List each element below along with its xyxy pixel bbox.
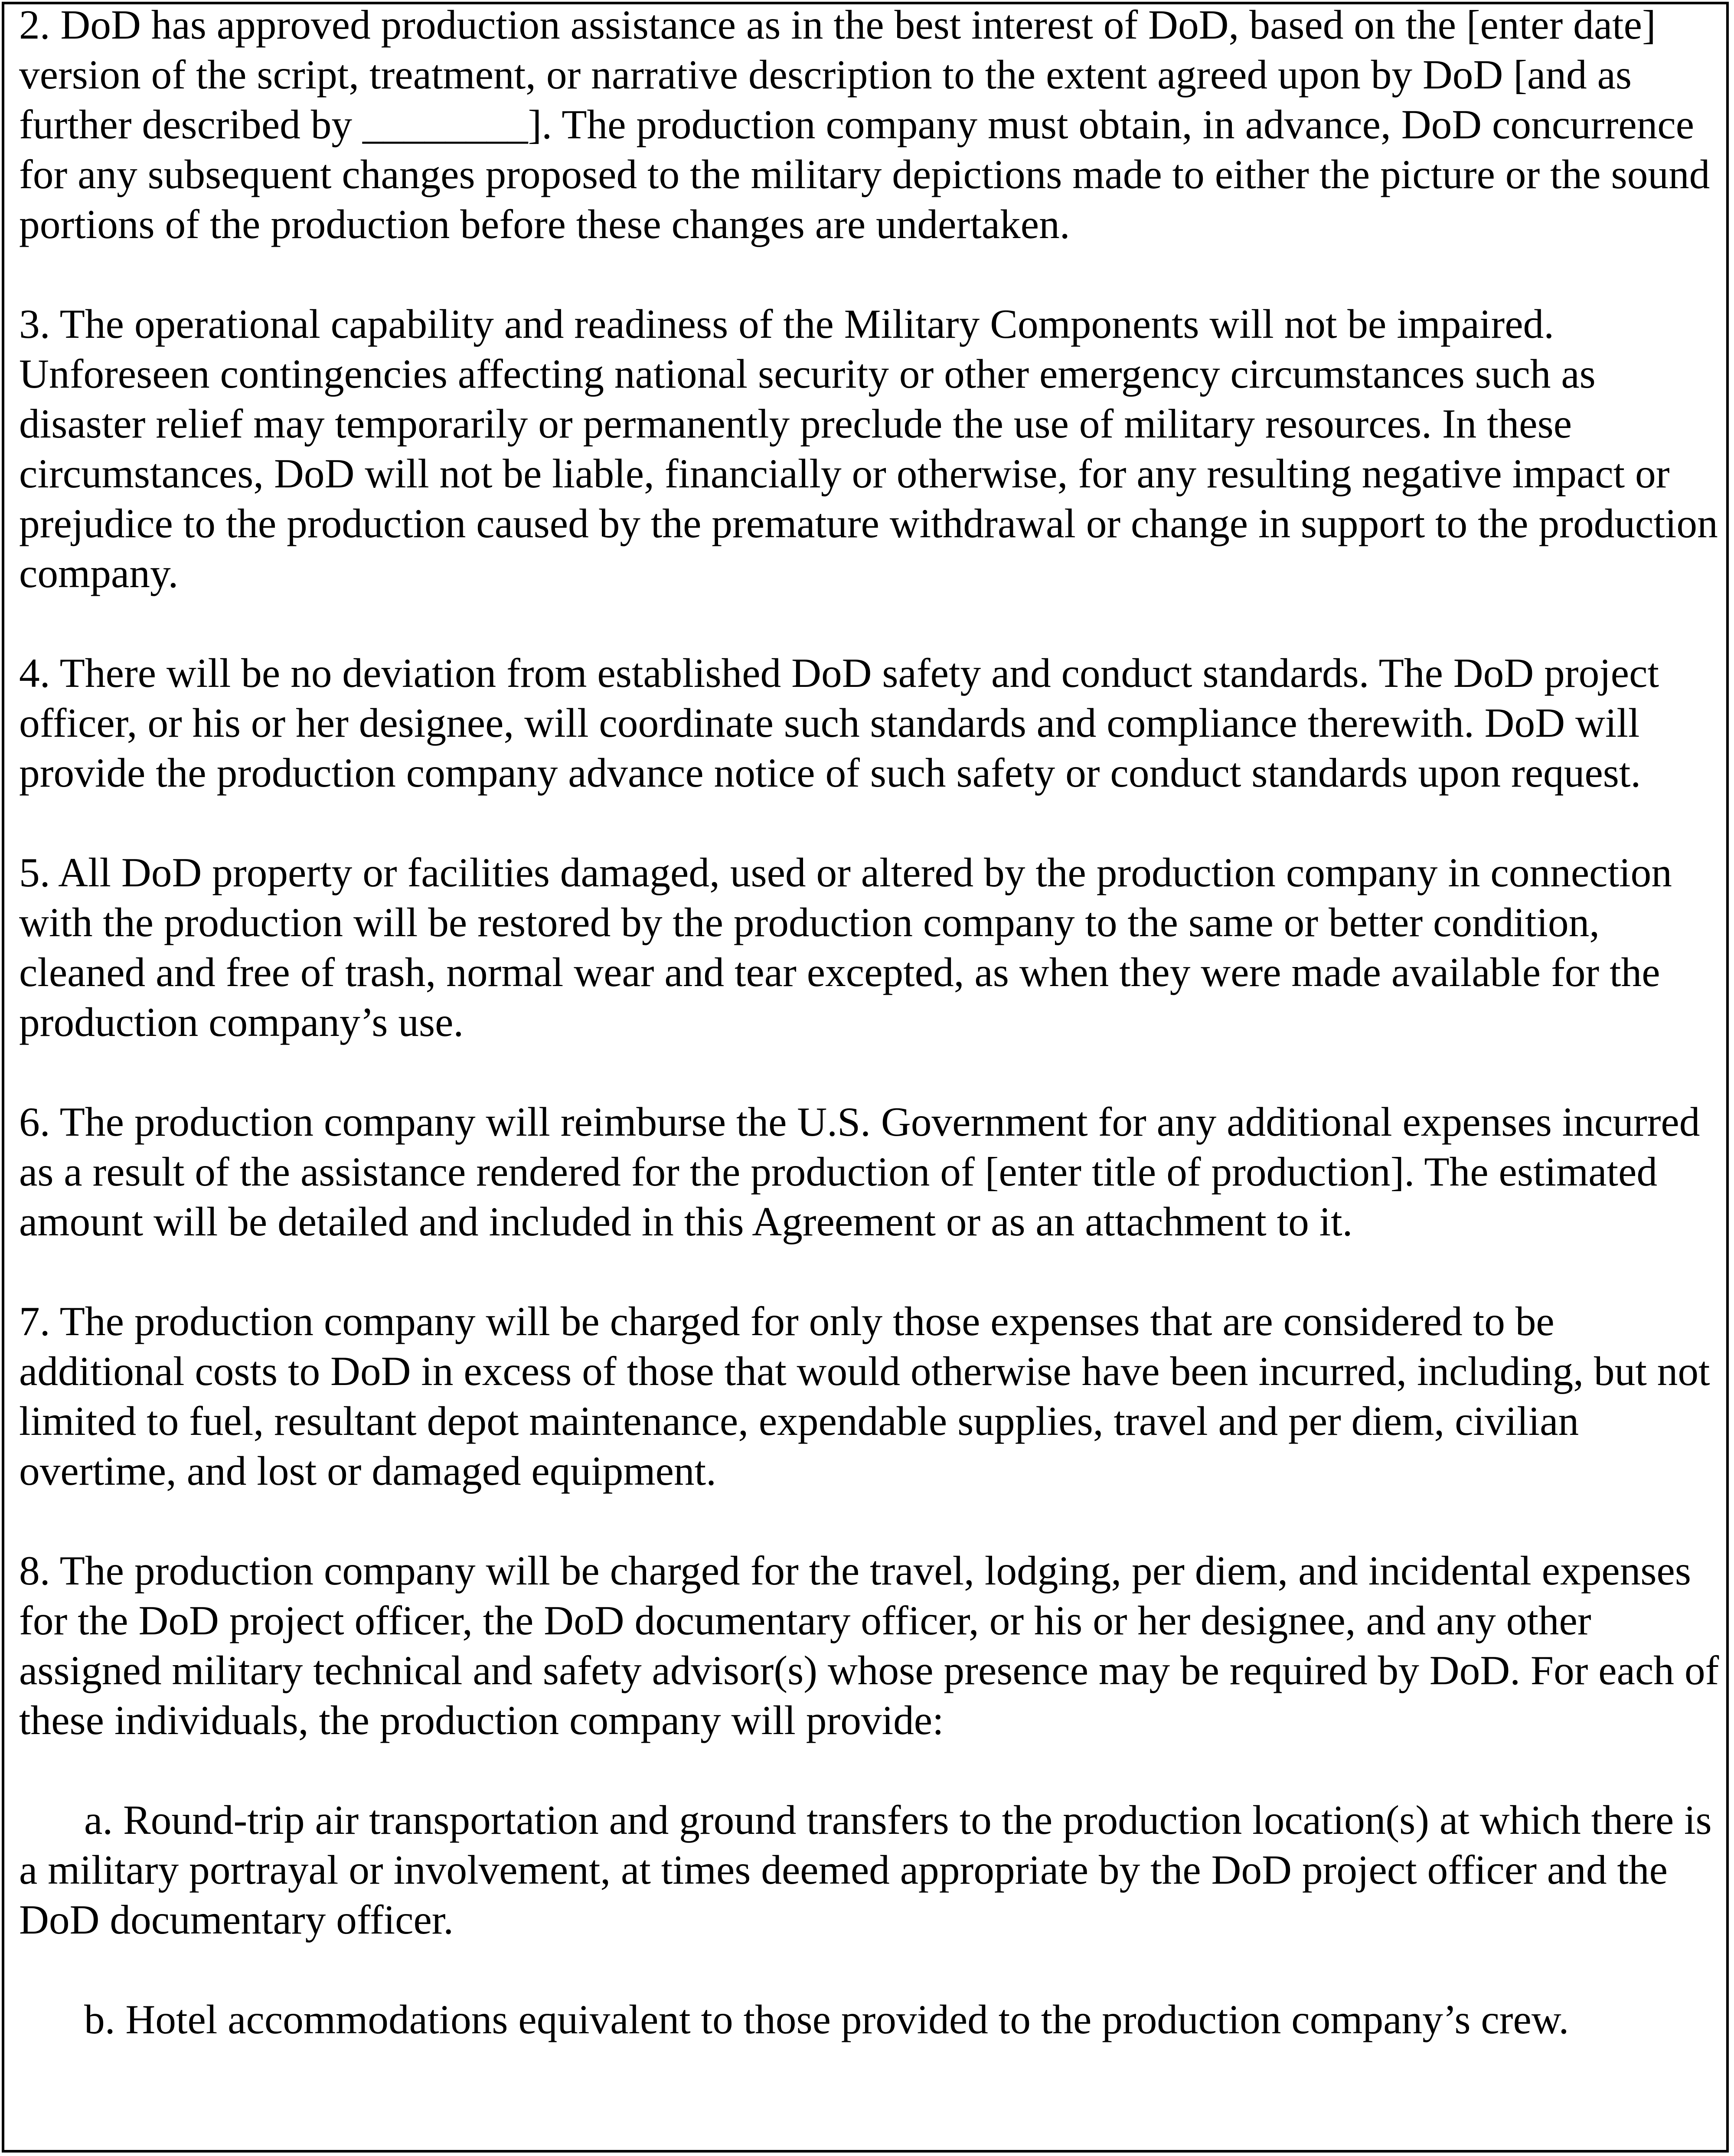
paragraph-7: 7. The production company will be charged for only those expenses that are considered to be additional costs to DoD in excess of those that would otherwise have been incurred, including, but not limited to fuel, resultant depot maintenance, expendable supplies, travel and per diem, civilian overtime, and lost or damaged equipment. — [19, 1298, 1710, 1494]
paragraph-4: 4. There will be no deviation from established DoD safety and conduct standards. The DoD project officer, or his or her designee, will coordinate such standards and compliance therewith. DoD will provide the production company advance notice of such safety or conduct standards upon request. — [19, 650, 1659, 796]
paragraph-2: 2. DoD has approved production assistance as in the best interest of DoD, based on the [enter date] version of the script, treatment, or narrative description to the extent agreed upon by DoD [and as further described by ________]. The production company must obtain, in advance, DoD concurrence for any subsequent changes proposed to the military depictions made to either the picture or the sound portions of the production before these changes are undertaken. — [19, 2, 1710, 247]
document-body — [19, 0, 1723, 2045]
paragraph-3: 3. The operational capability and readiness of the Military Components will not be impaired. Unforeseen contingencies affecting national security or other emergency circumstances such as disaster relief may temporarily or permanently preclude the use of military resources. In these circumstances, DoD will not be liable, financially or otherwise, for any resulting negative impact or prejudice to the production caused by the premature withdrawal or change in support to the production company. — [19, 301, 1718, 596]
paragraph-5: 5. All DoD property or facilities damaged, used or altered by the production company in connection with the production will be restored by the production company to the same or better condition, cleaned and free of trash, normal wear and tear excepted, as when they were made available for the production company’s use. — [19, 849, 1672, 1045]
subparagraph-a: a. Round-trip air transportation and ground transfers to the production location(s) at which there is a military portrayal or involvement, at times deemed appropriate by the DoD project officer and the DoD documentary officer. — [19, 1797, 1712, 1943]
subparagraph-b: b. Hotel accommodations equivalent to those provided to the production company’s crew. — [84, 1996, 1569, 2042]
paragraph-6: 6. The production company will reimburse the U.S. Government for any additional expenses incurred as a result of the assistance rendered for the production of [enter title of production]. The estimated amount will be detailed and included in this Agreement or as an attachment to it. — [19, 1099, 1700, 1245]
paragraph-8: 8. The production company will be charged for the travel, lodging, per diem, and incidental expenses for the DoD project officer, the DoD documentary officer, or his or her designee, and any other assigned military technical and safety advisor(s) whose presence may be required by DoD. For each of these individuals, the production company will provide: — [19, 1548, 1719, 1743]
